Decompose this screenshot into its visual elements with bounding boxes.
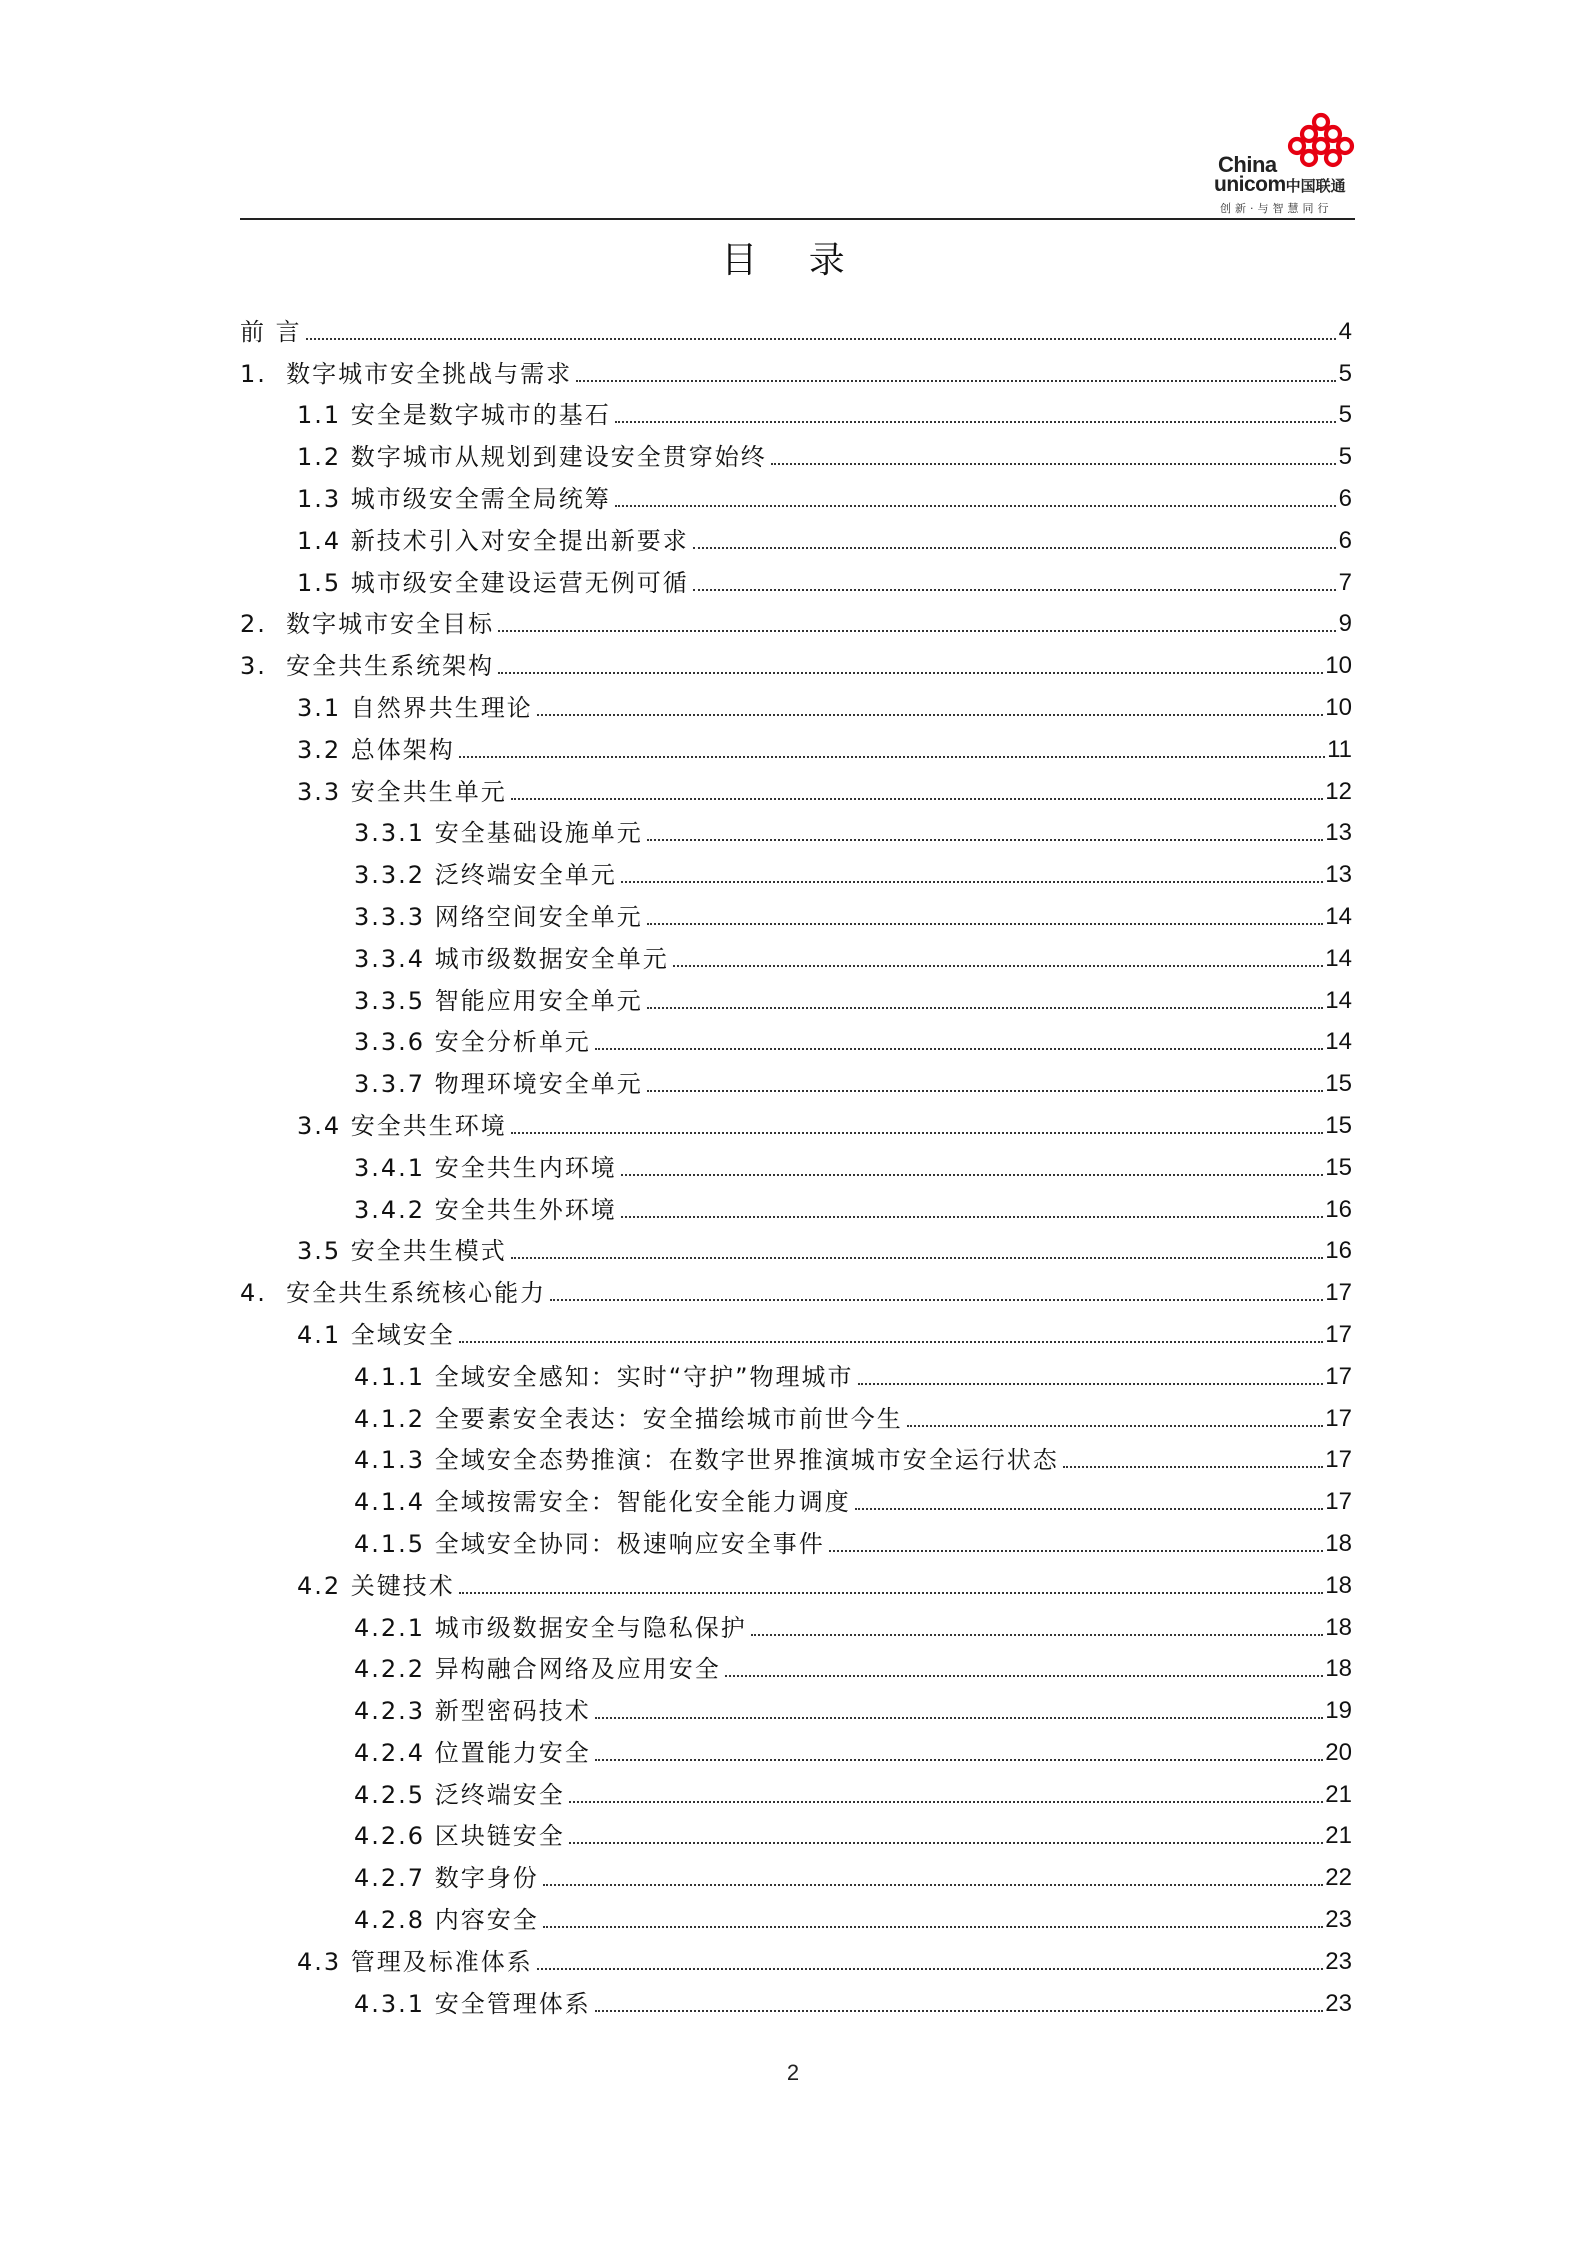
toc-entry-page: 12 bbox=[1325, 777, 1352, 805]
toc-dot-leader bbox=[543, 1884, 1324, 1886]
toc-entry-page: 10 bbox=[1325, 693, 1352, 721]
toc-dot-leader bbox=[459, 1592, 1324, 1594]
toc-entry-page: 5 bbox=[1338, 443, 1352, 471]
toc-dot-leader bbox=[306, 338, 1336, 340]
toc-entry[interactable] bbox=[240, 807, 1352, 849]
toc-entry-page: 16 bbox=[1325, 1195, 1352, 1223]
toc-entry[interactable] bbox=[240, 1559, 1352, 1601]
toc-entry-label: 4.2.8 内容安全 bbox=[354, 1906, 539, 1935]
toc-entry-page: 18 bbox=[1325, 1529, 1352, 1557]
toc-entry-label: 4.1.4 全域按需安全：智能化安全能力调度 bbox=[354, 1488, 851, 1517]
toc-entry-label: 3.3.1 安全基础设施单元 bbox=[354, 819, 643, 848]
toc-dot-leader bbox=[751, 1634, 1324, 1636]
toc-dot-leader bbox=[693, 589, 1336, 591]
toc-entry[interactable] bbox=[240, 556, 1352, 598]
toc-entry[interactable] bbox=[240, 1099, 1352, 1141]
toc-entry[interactable] bbox=[240, 472, 1352, 514]
page-title: 目 录 bbox=[721, 240, 865, 281]
toc-entry-label: 1.3 城市级安全需全局统筹 bbox=[297, 484, 611, 513]
toc-dot-leader bbox=[537, 714, 1324, 716]
toc-entry-label: 1.5 城市级安全建设运营无例可循 bbox=[297, 568, 689, 597]
toc-dot-leader bbox=[576, 380, 1336, 382]
toc-entry-page: 20 bbox=[1325, 1738, 1352, 1766]
toc-entry-page: 13 bbox=[1325, 819, 1352, 847]
toc-entry-page: 5 bbox=[1338, 359, 1352, 387]
toc-entry-label: 3.2 总体架构 bbox=[297, 735, 455, 764]
toc-entry-page: 21 bbox=[1325, 1822, 1352, 1850]
toc-entry-label: 3.3.5 智能应用安全单元 bbox=[354, 986, 643, 1015]
toc-entry-page: 11 bbox=[1327, 735, 1352, 763]
toc-entry[interactable] bbox=[240, 1935, 1352, 1977]
toc-entry[interactable] bbox=[240, 1726, 1352, 1768]
toc-dot-leader bbox=[459, 756, 1325, 758]
toc-dot-leader bbox=[498, 630, 1336, 632]
toc-dot-leader bbox=[829, 1550, 1324, 1552]
toc-entry-page: 23 bbox=[1325, 1947, 1352, 1975]
toc-entry[interactable] bbox=[240, 1977, 1352, 2019]
unicom-knot-icon bbox=[1282, 112, 1360, 172]
logo-english-line2 bbox=[1214, 174, 1346, 197]
toc-dot-leader bbox=[855, 1508, 1324, 1510]
toc-dot-leader bbox=[459, 1341, 1324, 1343]
toc-entry[interactable] bbox=[240, 1810, 1352, 1852]
toc-entry-page: 6 bbox=[1338, 526, 1352, 554]
toc-entry-label: 4.2.5 泛终端安全 bbox=[354, 1780, 565, 1809]
toc-entry-page: 13 bbox=[1325, 861, 1352, 889]
toc-entry-label: 3.1 自然界共生理论 bbox=[297, 693, 533, 722]
toc-entry-page: 14 bbox=[1325, 1028, 1352, 1056]
toc-entry-label: 3. 安全共生系统架构 bbox=[240, 652, 495, 681]
toc-entry-page: 17 bbox=[1325, 1488, 1352, 1516]
toc-dot-leader bbox=[1063, 1466, 1324, 1468]
header-divider bbox=[240, 218, 1355, 220]
toc-entry[interactable] bbox=[240, 1434, 1352, 1476]
toc-entry[interactable] bbox=[240, 305, 1352, 347]
toc-entry-label: 4.1.5 全域安全协同：极速响应安全事件 bbox=[354, 1529, 825, 1558]
toc-entry-label: 4.3 管理及标准体系 bbox=[297, 1947, 533, 1976]
toc-entry-label: 4.2.6 区块链安全 bbox=[354, 1822, 565, 1851]
toc-dot-leader bbox=[550, 1299, 1323, 1301]
toc-entry-label: 3.3.4 城市级数据安全单元 bbox=[354, 944, 669, 973]
toc-entry[interactable] bbox=[240, 1350, 1352, 1392]
toc-entry-label: 1.4 新技术引入对安全提出新要求 bbox=[297, 526, 689, 555]
toc-entry-page: 17 bbox=[1325, 1446, 1352, 1474]
toc-entry-label: 3.3.6 安全分析单元 bbox=[354, 1028, 591, 1057]
toc-entry-page: 17 bbox=[1325, 1320, 1352, 1348]
toc-entry[interactable] bbox=[240, 389, 1352, 431]
toc-entry-label: 1.2 数字城市从规划到建设安全贯穿始终 bbox=[297, 443, 767, 472]
toc-entry-page: 18 bbox=[1325, 1655, 1352, 1683]
toc-entry-label: 4.1.1 全域安全感知：实时“守护”物理城市 bbox=[354, 1362, 854, 1391]
toc-entry-page: 18 bbox=[1325, 1613, 1352, 1641]
toc-entry-page: 9 bbox=[1338, 610, 1352, 638]
toc-entry-page: 23 bbox=[1325, 1989, 1352, 2017]
toc-entry-label: 1.1 安全是数字城市的基石 bbox=[297, 401, 611, 430]
toc-dot-leader bbox=[569, 1842, 1324, 1844]
toc-entry-label: 4.2.7 数字身份 bbox=[354, 1864, 539, 1893]
toc-dot-leader bbox=[647, 839, 1324, 841]
toc-entry[interactable] bbox=[240, 430, 1352, 472]
toc-entry[interactable] bbox=[240, 974, 1352, 1016]
toc-entry-label: 4.2.1 城市级数据安全与隐私保护 bbox=[354, 1613, 747, 1642]
toc-entry-page: 17 bbox=[1325, 1279, 1352, 1307]
toc-entry[interactable] bbox=[240, 848, 1352, 890]
toc-dot-leader bbox=[673, 965, 1324, 967]
logo-slogan: 创新·与智慧同行 bbox=[1220, 202, 1333, 215]
toc-entry-page: 15 bbox=[1325, 1070, 1352, 1098]
toc-entry-label: 1. 数字城市安全挑战与需求 bbox=[240, 359, 573, 388]
toc-dot-leader bbox=[647, 923, 1324, 925]
toc-entry[interactable] bbox=[240, 1768, 1352, 1810]
toc-entry[interactable] bbox=[240, 890, 1352, 932]
toc-entry[interactable] bbox=[240, 681, 1352, 723]
toc-entry[interactable] bbox=[240, 723, 1352, 765]
toc-dot-leader bbox=[621, 1216, 1324, 1218]
toc-entry[interactable] bbox=[240, 1851, 1352, 1893]
toc-entry[interactable] bbox=[240, 514, 1352, 556]
toc-entry[interactable] bbox=[240, 1392, 1352, 1434]
toc-entry[interactable] bbox=[240, 1517, 1352, 1559]
toc-dot-leader bbox=[725, 1675, 1324, 1677]
logo-english-line1: China bbox=[1218, 152, 1277, 177]
toc-entry-label: 4.3.1 安全管理体系 bbox=[354, 1989, 591, 2018]
toc-dot-leader bbox=[511, 1257, 1324, 1259]
toc-entry-page: 10 bbox=[1325, 652, 1352, 680]
toc-entry[interactable] bbox=[240, 1016, 1352, 1058]
toc-entry-page: 19 bbox=[1325, 1697, 1352, 1725]
toc-entry-page: 17 bbox=[1325, 1362, 1352, 1390]
toc-dot-leader bbox=[647, 1090, 1324, 1092]
toc-entry-page: 14 bbox=[1325, 986, 1352, 1014]
toc-entry-label: 4.2.3 新型密码技术 bbox=[354, 1697, 591, 1726]
toc-entry-page: 16 bbox=[1325, 1237, 1352, 1265]
toc-dot-leader bbox=[595, 1717, 1324, 1719]
toc-entry[interactable] bbox=[240, 1893, 1352, 1935]
toc-entry-page: 18 bbox=[1325, 1571, 1352, 1599]
toc-entry[interactable] bbox=[240, 1308, 1352, 1350]
toc-entry[interactable] bbox=[240, 1141, 1352, 1183]
toc-entry[interactable] bbox=[240, 347, 1352, 389]
toc-entry-label: 3.3.3 网络空间安全单元 bbox=[354, 902, 643, 931]
toc-entry-label: 4.2.2 异构融合网络及应用安全 bbox=[354, 1655, 721, 1684]
toc-dot-leader bbox=[595, 2010, 1324, 2012]
toc-dot-leader bbox=[543, 1926, 1324, 1928]
toc-dot-leader bbox=[621, 1174, 1324, 1176]
toc-entry-page: 7 bbox=[1338, 568, 1352, 596]
logo-english-unicom: unicom bbox=[1214, 173, 1286, 196]
toc-entry-page: 17 bbox=[1325, 1404, 1352, 1432]
toc-entry-label: 3.3.2 泛终端安全单元 bbox=[354, 861, 617, 890]
toc-entry[interactable] bbox=[240, 598, 1352, 640]
toc-entry-page: 22 bbox=[1325, 1864, 1352, 1892]
toc-dot-leader bbox=[615, 421, 1336, 423]
toc-entry-page: 14 bbox=[1325, 902, 1352, 930]
toc-entry-label: 4. 安全共生系统核心能力 bbox=[240, 1279, 547, 1308]
toc-dot-leader bbox=[615, 505, 1336, 507]
toc-dot-leader bbox=[621, 881, 1324, 883]
toc-dot-leader bbox=[693, 547, 1336, 549]
toc-entry-page: 5 bbox=[1338, 401, 1352, 429]
toc-entry-label: 前 言 bbox=[240, 317, 302, 346]
toc-entry[interactable] bbox=[240, 1684, 1352, 1726]
toc-entry[interactable] bbox=[240, 1266, 1352, 1308]
toc-entry[interactable] bbox=[240, 932, 1352, 974]
toc-dot-leader bbox=[907, 1425, 1324, 1427]
page-number: 2 bbox=[786, 2060, 800, 2085]
toc-entry-page: 15 bbox=[1325, 1153, 1352, 1181]
toc-dot-leader bbox=[595, 1759, 1324, 1761]
toc-dot-leader bbox=[569, 1801, 1324, 1803]
toc-entry[interactable] bbox=[240, 639, 1352, 681]
toc-entry[interactable] bbox=[240, 1643, 1352, 1685]
logo-chinese: 中国联通 bbox=[1285, 177, 1346, 195]
toc-entry-page: 6 bbox=[1338, 484, 1352, 512]
toc-entry-label: 4.1.2 全要素安全表达：安全描绘城市前世今生 bbox=[354, 1404, 903, 1433]
toc-entry[interactable] bbox=[240, 1057, 1352, 1099]
toc-entry-label: 4.2 关键技术 bbox=[297, 1571, 455, 1600]
toc-entry[interactable] bbox=[240, 1601, 1352, 1643]
toc-entry[interactable] bbox=[240, 1225, 1352, 1267]
toc-entry[interactable] bbox=[240, 1475, 1352, 1517]
china-unicom-logo bbox=[1210, 112, 1360, 220]
toc-dot-leader bbox=[498, 672, 1323, 674]
toc-entry-label: 3.3.7 物理环境安全单元 bbox=[354, 1070, 643, 1099]
toc-entry-page: 4 bbox=[1338, 317, 1352, 345]
table-of-contents bbox=[240, 305, 1352, 2019]
toc-entry-label: 4.2.4 位置能力安全 bbox=[354, 1738, 591, 1767]
toc-dot-leader bbox=[511, 798, 1324, 800]
toc-entry[interactable] bbox=[240, 765, 1352, 807]
toc-dot-leader bbox=[771, 463, 1336, 465]
toc-dot-leader bbox=[537, 1968, 1324, 1970]
toc-entry-page: 21 bbox=[1325, 1780, 1352, 1808]
toc-dot-leader bbox=[511, 1132, 1324, 1134]
toc-entry-label: 3.4.2 安全共生外环境 bbox=[354, 1195, 617, 1224]
toc-entry-label: 2. 数字城市安全目标 bbox=[240, 610, 495, 639]
toc-entry-page: 14 bbox=[1325, 944, 1352, 972]
toc-dot-leader bbox=[858, 1383, 1324, 1385]
toc-dot-leader bbox=[647, 1007, 1324, 1009]
toc-entry-label: 3.5 安全共生模式 bbox=[297, 1237, 507, 1266]
toc-entry-label: 3.4 安全共生环境 bbox=[297, 1111, 507, 1140]
toc-entry[interactable] bbox=[240, 1183, 1352, 1225]
toc-entry-label: 3.4.1 安全共生内环境 bbox=[354, 1153, 617, 1182]
toc-entry-label: 4.1 全域安全 bbox=[297, 1320, 455, 1349]
toc-entry-page: 15 bbox=[1325, 1111, 1352, 1139]
toc-dot-leader bbox=[595, 1048, 1324, 1050]
toc-entry-page: 23 bbox=[1325, 1906, 1352, 1934]
toc-entry-label: 4.1.3 全域安全态势推演：在数字世界推演城市安全运行状态 bbox=[354, 1446, 1059, 1475]
toc-entry-label: 3.3 安全共生单元 bbox=[297, 777, 507, 806]
